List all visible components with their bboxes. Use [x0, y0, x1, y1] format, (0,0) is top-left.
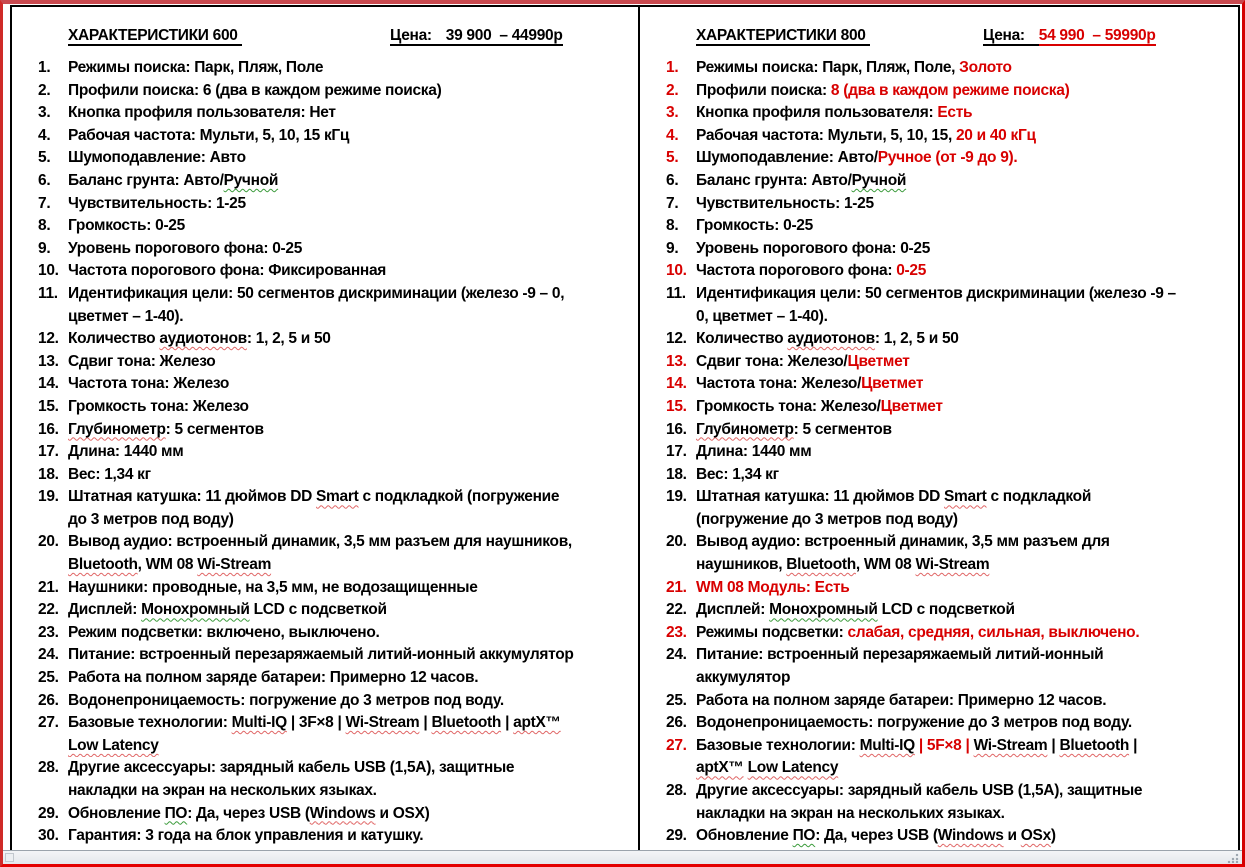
- item-number: 6.: [38, 171, 51, 189]
- item-number: 24.: [666, 646, 687, 664]
- spec-item: [38, 599, 630, 622]
- item-number: 8.: [666, 217, 679, 235]
- item-number: 18.: [38, 465, 59, 483]
- price-600: [390, 23, 563, 49]
- item-number: 14.: [38, 375, 59, 393]
- spec-item: [38, 803, 630, 826]
- spec-item: [38, 102, 630, 125]
- spec-item: [38, 486, 630, 531]
- spec-item: [38, 577, 630, 600]
- price-label: Цена:: [983, 27, 1039, 46]
- spec-item: [666, 396, 1230, 419]
- spec-item: [666, 464, 1230, 487]
- item-text: Дисплей: Монохромный LCD с подсветкой: [696, 601, 1015, 619]
- item-number: 29.: [38, 804, 59, 822]
- item-number: 3.: [666, 104, 679, 122]
- item-text: Водонепроницаемость: погружение до 3 метров под воду.: [68, 691, 504, 709]
- spec-item: [38, 757, 630, 802]
- spec-item: [666, 690, 1230, 713]
- item-number: 23.: [38, 623, 59, 641]
- item-text: Режимы подсветки: слабая, средняя, сильная, выключено.: [696, 623, 1140, 641]
- item-text: Частота порогового фона: Фиксированная: [68, 262, 387, 280]
- spec-item: [666, 238, 1230, 261]
- spec-item: [666, 644, 1230, 689]
- spec-item: [38, 373, 630, 396]
- item-number: 18.: [666, 465, 687, 483]
- spec-item: [38, 283, 630, 328]
- spec-item: [666, 577, 1230, 600]
- item-text: Базовые технологии: Multi-IQ | 3F×8 | Wi-Stream | Bluetooth | aptX™ Low Latency: [68, 714, 561, 754]
- item-number: 19.: [38, 488, 59, 506]
- item-number: 25.: [38, 669, 59, 687]
- item-number: 25.: [666, 691, 687, 709]
- item-number: 17.: [38, 443, 59, 461]
- item-text: Шумоподавление: Авто/Ручное (от -9 до 9).: [696, 149, 1018, 167]
- item-number: 6.: [666, 171, 679, 189]
- item-number: 5.: [666, 149, 679, 167]
- item-number: 5.: [38, 149, 51, 167]
- spec-item: [38, 238, 630, 261]
- spec-item: [38, 825, 630, 848]
- item-text: Частота порогового фона: 0-25: [696, 262, 927, 280]
- item-number: 29.: [666, 827, 687, 845]
- item-text: Частота тона: Железо: [68, 375, 230, 393]
- item-number: 26.: [666, 714, 687, 732]
- item-number: 24.: [38, 646, 59, 664]
- item-text: Сдвиг тона: Железо: [68, 352, 216, 370]
- spec-item: [666, 419, 1230, 442]
- item-text: Громкость: 0-25: [68, 217, 185, 235]
- item-text: Вывод аудио: встроенный динамик, 3,5 мм разъем для наушников, Bluetooth, WM 08 Wi-Stream: [696, 533, 1110, 574]
- item-number: 15.: [38, 397, 59, 415]
- item-text: Уровень порогового фона: 0-25: [68, 239, 303, 257]
- spec-item: [38, 464, 630, 487]
- item-text: Другие аксессуары: зарядный кабель USB (1,5А), защитные накладки на экран на нескольких языках.: [696, 782, 1143, 822]
- item-number: 8.: [38, 217, 51, 235]
- spec-item: [38, 328, 630, 351]
- item-text: Громкость тона: Железо: [68, 397, 249, 415]
- item-number: 3.: [38, 104, 51, 122]
- item-number: 4.: [666, 126, 679, 144]
- item-text: Другие аксессуары: зарядный кабель USB (1,5А), защитные накладки на экран на нескольких языках.: [68, 759, 515, 799]
- item-number: 27.: [38, 714, 59, 732]
- spec-item: [38, 147, 630, 170]
- price-value: 39 900 – 44990р: [445, 27, 563, 44]
- spec-item: [38, 690, 630, 713]
- item-text: Уровень порогового фона: 0-25: [696, 239, 931, 257]
- item-text: Гарантия: 3 года на блок управления и катушку.: [68, 827, 424, 845]
- spec-item: [38, 667, 630, 690]
- item-number: 10.: [666, 262, 687, 280]
- spec-item: [38, 622, 630, 645]
- resize-grip-icon[interactable]: [1226, 852, 1240, 863]
- spec-item: [38, 531, 630, 576]
- item-text: Кнопка профиля пользователя: Нет: [68, 104, 336, 122]
- item-number: 7.: [666, 194, 679, 212]
- item-text: Режим подсветки: включено, выключено.: [68, 623, 380, 641]
- spec-item: [38, 396, 630, 419]
- item-text: Штатная катушка: 11 дюймов DD Smart с подкладкой (погружение до 3 метров под воду): [68, 488, 560, 528]
- spec-item: [666, 147, 1230, 170]
- item-number: 2.: [38, 81, 51, 99]
- column-title-600: ХАРАКТЕРИСТИКИ 600: [68, 27, 242, 46]
- item-text: Баланс грунта: Авто/Ручной: [68, 171, 279, 189]
- item-text: Количество аудиотонов: 1, 2, 5 и 50: [68, 330, 331, 348]
- item-text: Глубинометр: 5 сегментов: [68, 420, 264, 438]
- item-number: 14.: [666, 375, 687, 393]
- item-number: 16.: [38, 420, 59, 438]
- item-text: Количество аудиотонов: 1, 2, 5 и 50: [696, 330, 959, 348]
- column-800: [640, 7, 1238, 864]
- spec-item: [38, 712, 630, 757]
- spec-item: [38, 57, 630, 80]
- spec-item: [666, 215, 1230, 238]
- item-text: Рабочая частота: Мульти, 5, 10, 15, 20 и 40 кГц: [696, 126, 1036, 144]
- spec-item: [38, 644, 630, 667]
- item-number: 11.: [666, 284, 686, 302]
- item-text: Длина: 1440 мм: [68, 443, 184, 461]
- item-number: 7.: [38, 194, 51, 212]
- spec-item: [38, 125, 630, 148]
- spec-item: [38, 260, 630, 283]
- spec-item: [38, 419, 630, 442]
- item-number: 13.: [666, 352, 687, 370]
- item-text: Рабочая частота: Мульти, 5, 10, 15 кГц: [68, 126, 350, 144]
- column-600-header: [38, 23, 630, 49]
- spec-item: [666, 193, 1230, 216]
- spec-item: [666, 486, 1230, 531]
- item-text: Профили поиска: 8 (два в каждом режиме поиска): [696, 81, 1070, 99]
- item-number: 22.: [666, 601, 687, 619]
- item-text: Дисплей: Монохромный LCD с подсветкой: [68, 601, 387, 619]
- item-text: Режимы поиска: Парк, Пляж, Поле: [68, 59, 324, 76]
- item-number: 30.: [38, 827, 59, 845]
- item-text: Питание: встроенный перезаряжаемый литий-ионный аккумулятор: [68, 646, 574, 664]
- column-600: [12, 7, 640, 864]
- item-text: Вес: 1,34 кг: [696, 465, 779, 483]
- item-text: Идентификация цели: 50 сегментов дискриминации (железо -9 – 0, цветмет – 1-40).: [696, 284, 1176, 325]
- spec-item: [666, 735, 1230, 780]
- item-number: 9.: [38, 239, 51, 257]
- item-number: 1.: [38, 59, 51, 76]
- spec-item: [666, 351, 1230, 374]
- spec-item: [38, 351, 630, 374]
- item-text: Штатная катушка: 11 дюймов DD Smart с подкладкой (погружение до 3 метров под воду): [696, 488, 1092, 528]
- item-text: Чувствительность: 1-25: [696, 194, 874, 212]
- item-text: Громкость тона: Железо/Цветмет: [696, 397, 943, 415]
- item-text: Обновление ПО: Да, через USB (Windows и OSX): [68, 804, 430, 822]
- item-text: Сдвиг тона: Железо/Цветмет: [696, 352, 910, 370]
- spec-item: [666, 125, 1230, 148]
- item-number: 12.: [666, 330, 687, 348]
- spec-item: [38, 80, 630, 103]
- item-text: Питание: встроенный перезаряжаемый литий-ионный аккумулятор: [696, 646, 1104, 687]
- item-number: 1.: [666, 59, 679, 76]
- spec-item: [666, 441, 1230, 464]
- spec-item: [666, 80, 1230, 103]
- item-number: 21.: [666, 578, 687, 596]
- item-number: 22.: [38, 601, 59, 619]
- spec-table: [10, 5, 1240, 864]
- item-text: Частота тона: Железо/Цветмет: [696, 375, 924, 393]
- item-number: 17.: [666, 443, 687, 461]
- spec-item: [38, 215, 630, 238]
- item-number: 28.: [38, 759, 59, 777]
- item-number: 26.: [38, 691, 59, 709]
- item-text: Вес: 1,34 кг: [68, 465, 151, 483]
- spec-item: [666, 102, 1230, 125]
- spec-item: [666, 283, 1230, 328]
- item-text: Длина: 1440 мм: [696, 443, 812, 461]
- item-text: Идентификация цели: 50 сегментов дискриминации (железо -9 – 0, цветмет – 1-40).: [68, 284, 565, 325]
- item-text: Громкость: 0-25: [696, 217, 813, 235]
- spec-list-800: [666, 57, 1230, 864]
- item-number: 4.: [38, 126, 51, 144]
- item-number: 20.: [666, 533, 687, 551]
- spec-list-600: [38, 57, 630, 848]
- spec-item: [38, 170, 630, 193]
- column-800-header: [666, 23, 1230, 49]
- item-number: 11.: [38, 284, 58, 302]
- item-number: 2.: [666, 81, 679, 99]
- item-number: 21.: [38, 578, 59, 596]
- item-number: 23.: [666, 623, 687, 641]
- item-text: Кнопка профиля пользователя: Есть: [696, 104, 973, 122]
- item-number: 10.: [38, 262, 59, 280]
- item-number: 15.: [666, 397, 687, 415]
- horizontal-scrollbar[interactable]: [3, 850, 1242, 864]
- item-number: 28.: [666, 782, 687, 799]
- item-text: Чувствительность: 1-25: [68, 194, 246, 212]
- item-text: Обновление ПО: Да, через USB (Windows и OSx): [696, 827, 1056, 845]
- price-label: Цена:: [390, 27, 446, 46]
- item-number: 9.: [666, 239, 679, 257]
- item-text: Глубинометр: 5 сегментов: [696, 420, 892, 438]
- item-text: Водонепроницаемость: погружение до 3 метров под воду.: [696, 714, 1132, 732]
- item-number: 19.: [666, 488, 687, 506]
- spec-item: [38, 193, 630, 216]
- spec-item: [666, 712, 1230, 735]
- item-text: Базовые технологии: Multi-IQ | 5F×8 | Wi-Stream | Bluetooth | aptX™ Low Latency: [696, 736, 1138, 777]
- item-text: WM 08 Модуль: Есть: [696, 578, 850, 596]
- item-number: 13.: [38, 352, 59, 370]
- spec-item: [666, 373, 1230, 396]
- item-text: Вывод аудио: встроенный динамик, 3,5 мм разъем для наушников, Bluetooth, WM 08 Wi-Stream: [68, 533, 572, 574]
- spec-item: [666, 328, 1230, 351]
- item-text: Баланс грунта: Авто/Ручной: [696, 171, 907, 189]
- spec-item: [666, 531, 1230, 576]
- price-800: [983, 23, 1156, 49]
- spec-item: [666, 170, 1230, 193]
- scrollbar-left-notch[interactable]: [5, 853, 14, 862]
- item-text: Наушники: проводные, на 3,5 мм, не водозащищенные: [68, 578, 478, 596]
- price-value: 54 990 – 59990р: [1038, 27, 1156, 44]
- item-number: 12.: [38, 330, 59, 348]
- item-number: 16.: [666, 420, 687, 438]
- spec-item: [38, 441, 630, 464]
- item-text: Работа на полном заряде батареи: Примерно 12 часов.: [68, 669, 479, 687]
- spec-item: [666, 57, 1230, 80]
- item-text: Шумоподавление: Авто: [68, 149, 246, 167]
- spec-item: [666, 825, 1230, 848]
- item-text: Работа на полном заряде батареи: Примерно 12 часов.: [696, 691, 1107, 709]
- spec-item: [666, 780, 1230, 825]
- spec-item: [666, 622, 1230, 645]
- item-text: Профили поиска: 6 (два в каждом режиме поиска): [68, 81, 442, 99]
- column-title-800: ХАРАКТЕРИСТИКИ 800: [696, 27, 870, 46]
- item-text: Режимы поиска: Парк, Пляж, Поле, Золото: [696, 59, 1012, 76]
- item-number: 27.: [666, 736, 687, 754]
- item-number: 20.: [38, 533, 59, 551]
- spec-item: [666, 260, 1230, 283]
- spec-item: [666, 599, 1230, 622]
